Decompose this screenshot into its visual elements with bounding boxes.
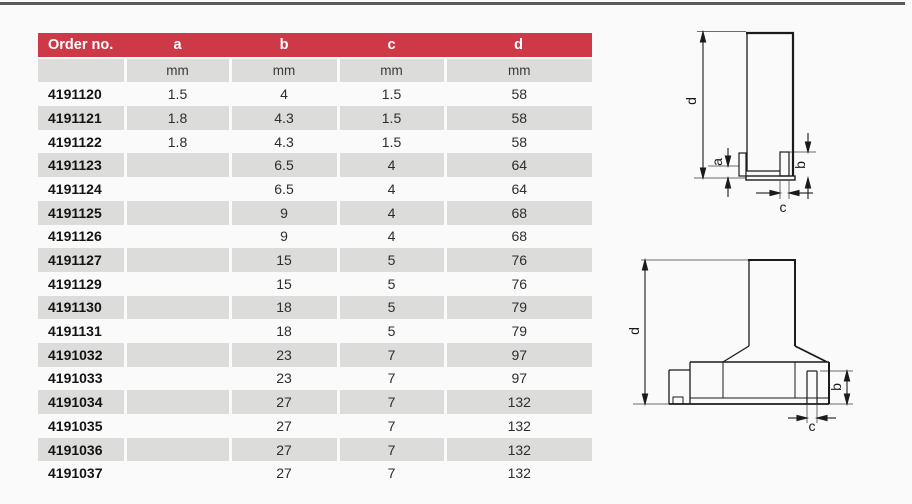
arrow-up-icon — [725, 178, 730, 188]
value-cell: 1.5 — [338, 106, 445, 130]
table-row — [38, 461, 592, 485]
order-no-cell: 4191126 — [48, 228, 102, 245]
arrow-right-icon — [770, 190, 780, 195]
value-cell: 27 — [230, 390, 338, 414]
units-cell: mm — [445, 58, 592, 83]
value-cell: 7 — [338, 414, 445, 438]
value-cell: 7 — [338, 461, 445, 485]
column-header-b: b — [230, 33, 338, 58]
table-header-row — [38, 33, 592, 58]
value-cell — [125, 153, 230, 177]
table-row — [38, 438, 592, 462]
value-cell: 4 — [338, 177, 445, 201]
value-cell: 132 — [445, 390, 592, 414]
arrow-down-icon — [642, 394, 647, 404]
value-cell: 7 — [338, 367, 445, 391]
value-cell — [125, 438, 230, 462]
column-header-order-no: Order no. — [38, 33, 125, 58]
order-no-cell: 4191032 — [48, 346, 103, 363]
dim-label-b: b — [792, 161, 808, 169]
units-cell: mm — [338, 58, 445, 83]
column-header-c: c — [338, 33, 445, 58]
value-cell — [125, 272, 230, 296]
value-cell: 6.5 — [230, 177, 338, 201]
table-row — [38, 177, 592, 201]
arrow-up-icon — [805, 178, 810, 188]
page-top-rule — [0, 2, 905, 5]
value-cell — [125, 367, 230, 391]
table-row — [38, 414, 592, 438]
value-cell: 5 — [338, 296, 445, 320]
dim-label-a: a — [709, 158, 725, 166]
value-cell: 132 — [445, 414, 592, 438]
order-no-cell: 4191036 — [48, 441, 103, 458]
table-row — [38, 296, 592, 320]
table-row — [38, 106, 592, 130]
value-cell: 7 — [338, 390, 445, 414]
value-cell — [125, 248, 230, 272]
order-no-cell: 4191037 — [48, 465, 103, 482]
value-cell: 4.3 — [230, 130, 338, 154]
units-cell: mm — [230, 58, 338, 83]
table-row — [38, 225, 592, 249]
value-cell: 4 — [338, 225, 445, 249]
table-row — [38, 390, 592, 414]
arrow-left-icon — [817, 415, 827, 420]
value-cell: 1.5 — [338, 82, 445, 106]
bottom-drawing-flanged-side-view — [615, 245, 910, 460]
value-cell — [125, 414, 230, 438]
order-no-cell: 4191035 — [48, 417, 103, 434]
arrow-right-icon — [797, 415, 807, 420]
value-cell: 79 — [445, 296, 592, 320]
order-no-cell: 4191123 — [48, 157, 102, 174]
value-cell: 64 — [445, 153, 592, 177]
value-cell: 132 — [445, 461, 592, 485]
arrow-down-icon — [844, 394, 849, 404]
value-cell: 97 — [445, 343, 592, 367]
value-cell — [125, 343, 230, 367]
value-cell: 5 — [338, 272, 445, 296]
arrow-down-icon — [805, 142, 810, 152]
arrow-down-icon — [700, 168, 705, 178]
value-cell: 68 — [445, 201, 592, 225]
value-cell: 15 — [230, 272, 338, 296]
table-row — [38, 130, 592, 154]
table-row — [38, 367, 592, 391]
order-no-cell: 4191124 — [48, 180, 102, 197]
arrow-left-icon — [789, 190, 799, 195]
dim-label-b: b — [828, 383, 844, 391]
dim-label-d: d — [626, 327, 642, 335]
order-no-cell: 4191127 — [48, 252, 102, 269]
value-cell: 4.3 — [230, 106, 338, 130]
value-cell — [125, 319, 230, 343]
dim-label-c: c — [808, 418, 816, 434]
value-cell: 18 — [230, 319, 338, 343]
value-cell: 23 — [230, 367, 338, 391]
value-cell — [125, 390, 230, 414]
value-cell: 76 — [445, 248, 592, 272]
value-cell: 1.5 — [125, 82, 230, 106]
table-row — [38, 82, 592, 106]
value-cell: 9 — [230, 225, 338, 249]
value-cell: 5 — [338, 319, 445, 343]
value-cell: 9 — [230, 201, 338, 225]
table-row — [38, 343, 592, 367]
value-cell: 1.8 — [125, 106, 230, 130]
value-cell: 64 — [445, 177, 592, 201]
value-cell: 4 — [230, 82, 338, 106]
dimension-lines — [700, 32, 813, 199]
value-cell: 58 — [445, 106, 592, 130]
value-cell — [125, 225, 230, 249]
column-header-a: a — [125, 33, 230, 58]
top-drawing-sleeve-side-view — [630, 20, 900, 220]
value-cell: 15 — [230, 248, 338, 272]
part-outline — [739, 32, 795, 180]
order-no-cell: 4191131 — [48, 323, 102, 340]
value-cell: 7 — [338, 343, 445, 367]
value-cell: 97 — [445, 367, 592, 391]
order-no-cell: 4191122 — [48, 133, 102, 150]
order-no-cell: 4191121 — [48, 109, 102, 126]
extension-lines — [694, 32, 816, 200]
value-cell: 27 — [230, 438, 338, 462]
value-cell: 79 — [445, 319, 592, 343]
table-row — [38, 201, 592, 225]
order-no-cell: 4191129 — [48, 275, 102, 292]
value-cell — [125, 461, 230, 485]
order-dimension-table — [38, 33, 592, 485]
units-cell — [38, 58, 125, 83]
value-cell — [125, 177, 230, 201]
table-row — [38, 272, 592, 296]
order-no-cell: 4191120 — [48, 86, 102, 103]
table-row — [38, 153, 592, 177]
value-cell: 76 — [445, 272, 592, 296]
dim-label-c: c — [779, 199, 787, 215]
table-row — [38, 319, 592, 343]
part-outline — [669, 260, 829, 404]
value-cell: 6.5 — [230, 153, 338, 177]
arrow-up-icon — [700, 32, 705, 42]
arrow-up-icon — [642, 260, 647, 270]
value-cell: 23 — [230, 343, 338, 367]
value-cell: 27 — [230, 461, 338, 485]
arrow-up-icon — [844, 371, 849, 381]
arrow-down-icon — [725, 156, 730, 166]
value-cell: 132 — [445, 438, 592, 462]
table-body — [38, 82, 592, 485]
value-cell: 7 — [338, 438, 445, 462]
value-cell: 1.5 — [338, 130, 445, 154]
value-cell: 5 — [338, 248, 445, 272]
order-no-cell: 4191130 — [48, 299, 102, 316]
dim-label-d: d — [683, 97, 699, 105]
value-cell: 58 — [445, 130, 592, 154]
value-cell: 58 — [445, 82, 592, 106]
value-cell: 4 — [338, 201, 445, 225]
value-cell — [125, 201, 230, 225]
value-cell: 27 — [230, 414, 338, 438]
value-cell: 1.8 — [125, 130, 230, 154]
column-header-d: d — [445, 33, 592, 58]
value-cell: 4 — [338, 153, 445, 177]
value-cell: 68 — [445, 225, 592, 249]
order-no-cell: 4191125 — [48, 204, 102, 221]
dimension-table-container — [38, 33, 592, 485]
units-cell: mm — [125, 58, 230, 83]
value-cell: 18 — [230, 296, 338, 320]
order-no-cell: 4191034 — [48, 394, 103, 411]
table-row — [38, 248, 592, 272]
value-cell — [125, 296, 230, 320]
order-no-cell: 4191033 — [48, 370, 103, 387]
units-row — [38, 58, 592, 83]
